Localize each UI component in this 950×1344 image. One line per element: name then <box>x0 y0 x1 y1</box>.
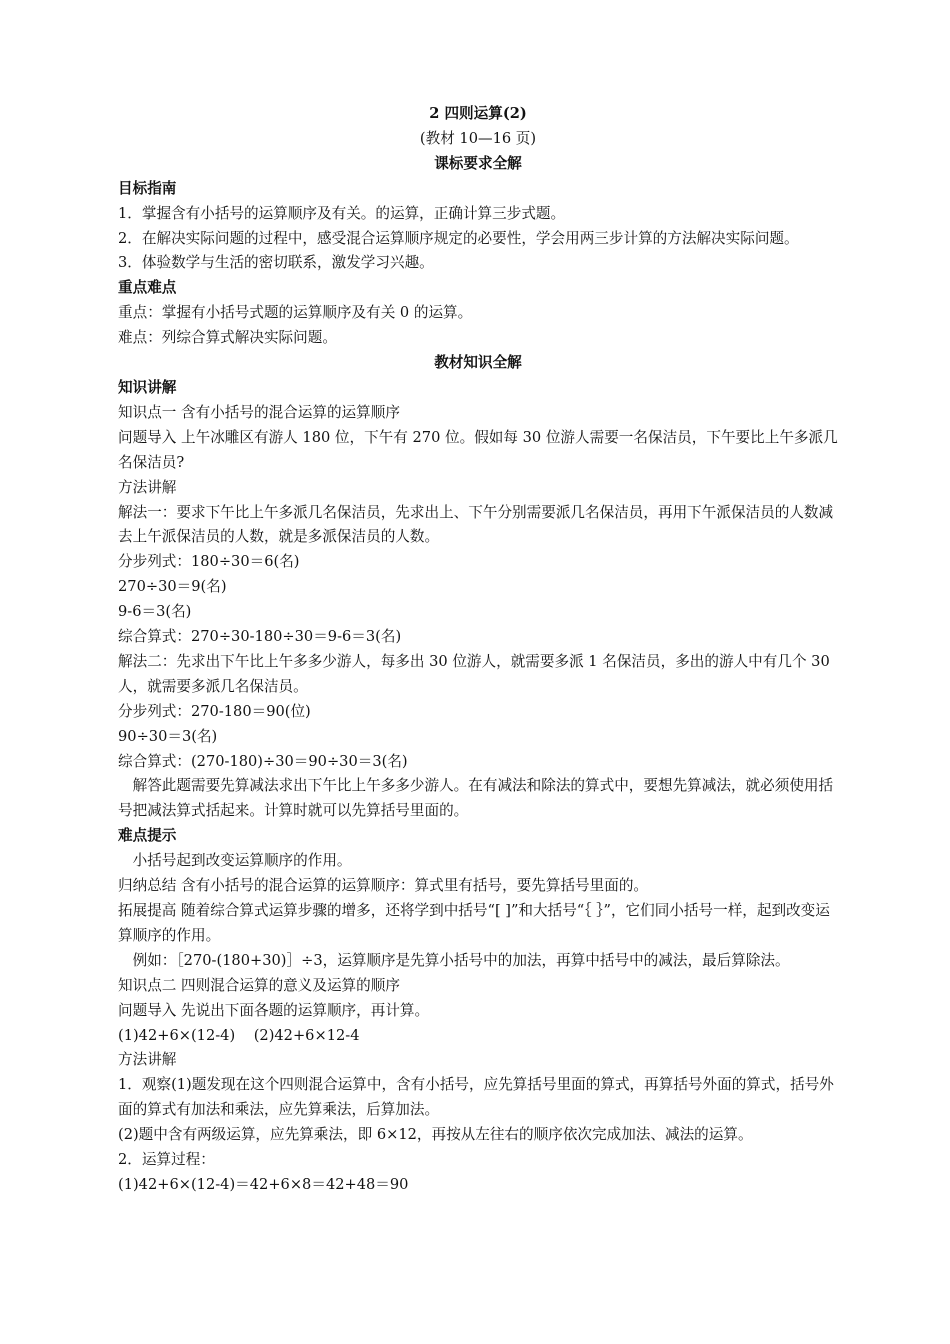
process-1: (1)42+6×(12-4)＝42+6×8＝42+48＝90 <box>118 1175 409 1193</box>
summary: 归纳总结 含有小括号的混合运算的运算顺序：算式里有括号，要先算括号里面的。 <box>118 877 649 895</box>
method-heading-1: 方法讲解 <box>118 478 177 496</box>
doc-title: 2 四则运算(2) <box>429 105 527 122</box>
difficulty-point: 难点：列综合算式解决实际问题。 <box>118 329 337 347</box>
knowledge-point-1-title: 知识点一 含有小括号的混合运算的运算顺序 <box>118 403 400 421</box>
document-page <box>118 102 838 1198</box>
goal-item-3: 3．体验数学与生活的密切联系，激发学习兴趣。 <box>118 254 434 272</box>
knowledge-heading: 知识讲解 <box>118 378 177 396</box>
difficulty-tip: 小括号起到改变运算顺序的作用。 <box>132 852 352 870</box>
goal-item-1: 1．掌握含有小括号的运算顺序及有关。的运算，正确计算三步式题。 <box>118 204 566 222</box>
solution-2-step-1: 分步列式：270-180＝90(位) <box>118 702 311 720</box>
extension: 拓展提高 随着综合算式运算步骤的增多，还将学到中括号“[ ]”和大括号“｛ ｝”，它们同小括号一样，起到改变运算顺序的作用。 <box>118 902 830 944</box>
knowledge-point-2-question: 问题导入 先说出下面各题的运算顺序，再计算。 <box>118 1001 430 1019</box>
process-heading: 2．运算过程： <box>118 1151 215 1169</box>
observation-2: (2)题中含有两级运算，应先算乘法，即 6×12，再按从左往右的顺序依次完成加法、减法的运算。 <box>118 1126 753 1144</box>
goal-heading: 目标指南 <box>118 179 177 197</box>
knowledge-point-2-problems: (1)42+6×(12-4) (2)42+6×12-4 <box>118 1026 360 1044</box>
knowledge-point-2-title: 知识点二 四则混合运算的意义及运算的顺序 <box>118 976 400 994</box>
knowledge-point-1-question: 问题导入 上午冰雕区有游人 180 位，下午有 270 位。假如每 30 位游人需要一名保洁员，下午要比上午多派几名保洁员? <box>118 428 838 471</box>
section-heading-knowledge: 教材知识全解 <box>434 354 522 372</box>
method-heading-2: 方法讲解 <box>118 1051 177 1069</box>
key-difficulty-heading: 重点难点 <box>118 279 177 297</box>
solution-1-step-1: 分步列式：180÷30＝6(名) <box>118 553 300 571</box>
solution-1-step-2: 270÷30＝9(名) <box>118 578 227 596</box>
solution-1: 解法一：要求下午比上午多派几名保洁员，先求出上、下午分别需要派几名保洁员，再用下午派保洁员的人数减去上午派保洁员的人数，就是多派保洁员的人数。 <box>118 503 834 546</box>
difficulty-tip-heading: 难点提示 <box>118 827 177 845</box>
doc-subtitle: (教材 10—16 页) <box>419 129 537 147</box>
section-heading-requirements: 课标要求全解 <box>434 154 522 172</box>
solution-2-step-2: 90÷30＝3(名) <box>118 727 218 745</box>
explanation-paragraph: 解答此题需要先算减法求出下午比上午多多少游人。在有减法和除法的算式中，要想先算减法，就必须使用括号把减法算式括起来。计算时就可以先算括号里面的。 <box>118 777 834 820</box>
solution-1-combined: 综合算式：270÷30-180÷30＝9-6＝3(名) <box>118 628 402 646</box>
solution-2: 解法二：先求出下午比上午多多少游人，每多出 30 位游人，就需要多派 1 名保洁员，多出的游人中有几个 30 人，就需要多派几名保洁员。 <box>118 652 830 695</box>
solution-2-combined: 综合算式：(270-180)÷30＝90÷30＝3(名) <box>118 752 408 770</box>
observation-1: 1．观察(1)题发现在这个四则混合运算中，含有小括号，应先算括号里面的算式，再算括号外面的算式，括号外面的算式有加法和乘法，应先算乘法，后算加法。 <box>118 1076 834 1119</box>
solution-1-step-3: 9-6＝3(名) <box>118 603 192 621</box>
goal-item-2: 2．在解决实际问题的过程中，感受混合运算顺序规定的必要性，学会用两三步计算的方法解决实际问题。 <box>118 229 799 247</box>
example: 例如：［270-(180+30)］÷3，运算顺序是先算小括号中的加法，再算中括号中的减法，最后算除法。 <box>132 951 790 969</box>
key-point: 重点：掌握有小括号式题的运算顺序及有关 0 的运算。 <box>118 304 473 322</box>
